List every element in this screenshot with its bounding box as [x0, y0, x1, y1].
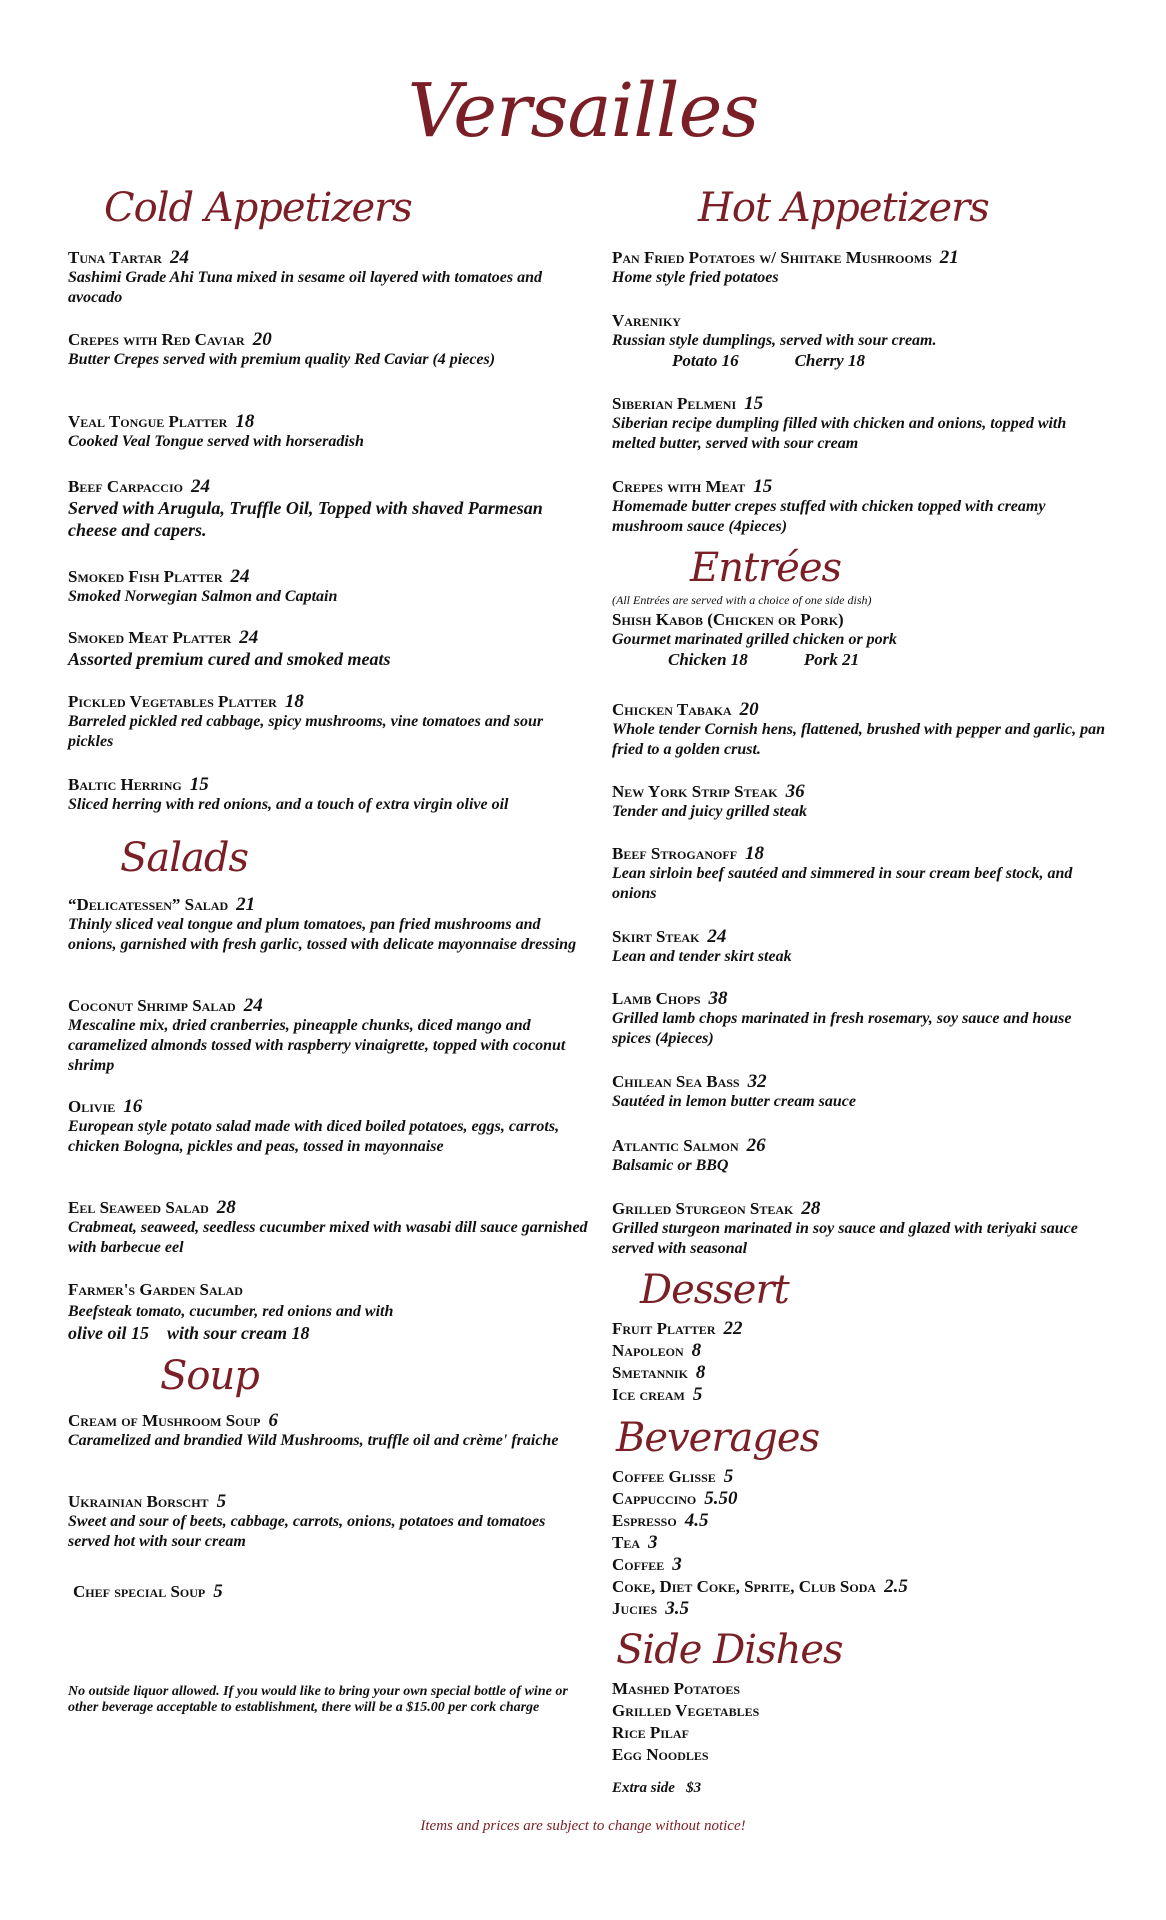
item-name: Shish Kabob (Chicken or Pork): [612, 610, 844, 629]
menu-item: [68, 1492, 588, 1552]
item-description: Gourmet marinated grilled chicken or pork: [612, 631, 897, 648]
menu-item: [68, 895, 588, 955]
item-price: 21: [236, 894, 256, 915]
item-description: Caramelized and brandied Wild Mushrooms, truffle oil and crème' fraiche: [68, 1432, 559, 1449]
list-item: Mashed Potatoes: [612, 1679, 741, 1698]
menu-item: [612, 1199, 1112, 1259]
heading-cold-appetizers: Cold Appetizers: [104, 185, 412, 231]
extra-side-price: Extra side $3: [612, 1780, 702, 1796]
menu-item: [68, 412, 588, 452]
item-description: Grilled lamb chops marinated in fresh rosemary, soy sauce and house spices (4pieces): [612, 1010, 1072, 1047]
item-description: Beefsteak tomato, cucumber, red onions and with: [68, 1303, 394, 1320]
item-price: 6: [268, 1410, 279, 1431]
list-item: [612, 1340, 1112, 1362]
menu-item: [68, 1097, 588, 1157]
list-item: [612, 1318, 1112, 1340]
item-name: Cream of Mushroom Soup: [68, 1411, 261, 1430]
menu-item: [68, 775, 588, 815]
menu-item: [612, 1136, 1112, 1176]
item-price: 21: [939, 247, 959, 268]
item-name: Eel Seaweed Salad: [68, 1198, 209, 1217]
item-name: Olivie: [68, 1097, 116, 1116]
list-item: [612, 1362, 1112, 1384]
option-potato: Potato 16: [672, 351, 739, 370]
item-price: 24: [230, 566, 250, 587]
heading-beverages: Beverages: [616, 1415, 820, 1461]
item-description: Crabmeat, seaweed, seedless cucumber mixed with wasabi dill sauce garnished with barbecue eel: [68, 1219, 588, 1256]
item-price: 24: [707, 926, 727, 947]
menu-item: [68, 628, 588, 670]
item-price: 28: [801, 1198, 821, 1219]
list-item: [612, 1598, 1112, 1620]
item-description: Sliced herring with red onions, and a touch of extra virgin olive oil: [68, 796, 509, 813]
item-name: Beef Carpaccio: [68, 477, 183, 496]
heading-salads: Salads: [120, 835, 249, 881]
option-chicken: Chicken 18: [668, 650, 748, 669]
item-name: Coke, Diet Coke, Sprite, Club Soda: [612, 1577, 877, 1596]
list-item: Grilled Vegetables: [612, 1701, 760, 1720]
item-price: 24: [169, 247, 189, 268]
item-name: Ukrainian Borscht: [68, 1492, 209, 1511]
item-description: Lean and tender skirt steak: [612, 948, 792, 965]
option-pork: Pork 21: [803, 650, 860, 669]
heading-hot-appetizers: Hot Appetizers: [698, 185, 989, 231]
item-name: Farmer's Garden Salad: [68, 1280, 243, 1299]
item-description: Homemade butter crepes stuffed with chicken topped with creamy mushroom sauce (4pieces): [612, 498, 1046, 535]
item-name: Tea: [612, 1533, 641, 1552]
item-price: 15: [189, 774, 209, 795]
item-name: Chef special Soup: [73, 1582, 206, 1601]
item-description: Russian style dumplings, served with sour cream.: [612, 332, 937, 349]
side-dishes-list: [612, 1678, 1112, 1766]
item-name: Crepes with Red Caviar: [68, 330, 245, 349]
menu-item: [68, 477, 588, 541]
item-name: Espresso: [612, 1511, 677, 1530]
menu-item: [612, 844, 1112, 904]
item-price: 18: [284, 691, 304, 712]
item-description: Served with Arugula, Truffle Oil, Topped with shaved Parmesan cheese and capers.: [68, 498, 543, 540]
restaurant-title: Versailles: [407, 68, 759, 154]
item-price: 5: [692, 1384, 703, 1405]
item-description: Sweet and sour of beets, cabbage, carrots, onions, potatoes and tomatoes served hot with sour cream: [68, 1513, 546, 1550]
item-description: Balsamic or BBQ: [612, 1157, 729, 1174]
item-description-options: olive oil 15 with sour cream 18: [68, 1323, 310, 1343]
menu-item: [612, 989, 1112, 1049]
item-description: Tender and juicy grilled steak: [612, 803, 807, 820]
item-name: Smoked Fish Platter: [68, 567, 223, 586]
item-price: 5.50: [704, 1488, 738, 1509]
menu-item: [68, 248, 588, 308]
list-item: Egg Noodles: [612, 1745, 709, 1764]
item-price: 24: [239, 627, 259, 648]
item-name: Coffee Glisse: [612, 1467, 716, 1486]
item-description: Cooked Veal Tongue served with horseradish: [68, 433, 364, 450]
entrees-note: (All Entrées are served with a choice of one side dish): [612, 593, 872, 607]
list-item: Rice Pilaf: [612, 1723, 689, 1742]
item-description: Sautéed in lemon butter cream sauce: [612, 1093, 856, 1110]
item-price: 3: [672, 1554, 682, 1575]
item-price: 5: [213, 1581, 223, 1602]
menu-item: [612, 248, 1112, 288]
item-description: Barreled pickled red cabbage, spicy mushrooms, vine tomatoes and sour pickles: [68, 713, 544, 750]
list-item: [612, 1488, 1112, 1510]
item-description: Grilled sturgeon marinated in soy sauce and glazed with teriyaki sauce served with seasonal: [612, 1220, 1078, 1257]
list-item: [612, 1532, 1112, 1554]
item-price: 4.5: [684, 1510, 709, 1531]
item-name: Vareniky: [612, 311, 681, 330]
item-name: Fruit Platter: [612, 1319, 716, 1338]
item-price: 8: [691, 1340, 702, 1361]
item-price: 15: [744, 393, 764, 414]
heading-dessert: Dessert: [640, 1267, 789, 1313]
item-price: 3.5: [665, 1598, 689, 1619]
item-name: Coffee: [612, 1555, 665, 1574]
item-price: 24: [190, 476, 210, 497]
item-description: Assorted premium cured and smoked meats: [68, 649, 391, 669]
list-item: [612, 1576, 1112, 1598]
beverages-list: [612, 1466, 1112, 1620]
option-cherry: Cherry 18: [794, 351, 865, 370]
menu-item: [68, 567, 588, 607]
item-description: Sashimi Grade Ahi Tuna mixed in sesame oil layered with tomatoes and avocado: [68, 269, 542, 306]
list-item: [612, 1510, 1112, 1532]
item-options: [612, 351, 1112, 371]
item-description: European style potato salad made with diced boiled potatoes, eggs, carrots, chicken Bologna, pickles and peas, tossed in mayonnaise: [68, 1118, 560, 1155]
item-description: Thinly sliced veal tongue and plum tomatoes, pan fried mushrooms and onions, garnished with fresh garlic, tossed with delicate mayonnaise dressing: [68, 916, 577, 953]
menu-item: [612, 700, 1112, 760]
menu-item: [73, 1582, 593, 1602]
price-disclaimer: Items and prices are subject to change without notice!: [420, 1818, 746, 1834]
dessert-list: [612, 1318, 1112, 1406]
item-description: Lean sirloin beef sautéed and simmered in sour cream beef stock, and onions: [612, 865, 1073, 902]
item-name: Grilled Sturgeon Steak: [612, 1199, 794, 1218]
item-name: Lamb Chops: [612, 989, 701, 1008]
item-price: 22: [723, 1318, 743, 1339]
menu-item: [68, 1411, 588, 1451]
item-name: Crepes with Meat: [612, 477, 746, 496]
item-name: Coconut Shrimp Salad: [68, 996, 236, 1015]
menu-item: [612, 610, 1112, 670]
item-name: Jucies: [612, 1599, 658, 1618]
item-name: Beef Stroganoff: [612, 844, 738, 863]
item-name: Chilean Sea Bass: [612, 1072, 740, 1091]
item-name: Tuna Tartar: [68, 248, 162, 267]
item-name: Pan Fried Potatoes w/ Shiitake Mushrooms: [612, 248, 932, 267]
menu-item: [612, 311, 1112, 371]
menu-item: [612, 394, 1112, 454]
item-name: Chicken Tabaka: [612, 700, 732, 719]
item-price: 26: [746, 1135, 766, 1156]
menu-item: [68, 330, 588, 370]
list-item: [612, 1384, 1112, 1406]
item-name: Smetannik: [612, 1363, 688, 1382]
menu-item: [612, 477, 1112, 537]
menu-item: [68, 1280, 588, 1344]
item-description: Home style fried potatoes: [612, 269, 779, 286]
menu-item: [68, 996, 588, 1076]
heading-side-dishes: Side Dishes: [616, 1627, 843, 1673]
item-options: [612, 650, 1112, 670]
item-name: New York Strip Steak: [612, 782, 778, 801]
menu-item: [612, 1072, 1112, 1112]
item-name: “Delicatessen” Salad: [68, 895, 229, 914]
item-price: 32: [747, 1071, 767, 1092]
item-price: 2.5: [884, 1576, 908, 1597]
item-price: 28: [216, 1197, 236, 1218]
item-description: Whole tender Cornish hens, flattened, brushed with pepper and garlic, pan fried to a golden crust.: [612, 721, 1105, 758]
item-price: 5: [723, 1466, 734, 1487]
item-price: 18: [745, 843, 765, 864]
menu-item: [612, 782, 1112, 822]
item-price: 16: [123, 1096, 143, 1117]
item-price: 8: [695, 1362, 706, 1383]
item-description: Siberian recipe dumpling filled with chicken and onions, topped with melted butter, served with sour cream: [612, 415, 1067, 452]
item-description: Butter Crepes served with premium quality Red Caviar (4 pieces): [68, 351, 496, 368]
item-description: Mescaline mix, dried cranberries, pineapple chunks, diced mango and caramelized almonds tossed with raspberry vinaigrette, topped with coconut shrimp: [68, 1017, 566, 1074]
item-price: 20: [252, 329, 272, 350]
item-price: 20: [739, 699, 759, 720]
item-name: Siberian Pelmeni: [612, 394, 737, 413]
item-name: Ice cream: [612, 1385, 685, 1404]
item-price: 38: [708, 988, 728, 1009]
list-item: [612, 1554, 1112, 1576]
item-name: Baltic Herring: [68, 775, 182, 794]
item-price: 3: [648, 1532, 658, 1553]
item-price: 15: [753, 476, 773, 497]
list-item: [612, 1466, 1112, 1488]
menu-item: [68, 1198, 588, 1258]
item-name: Skirt Steak: [612, 927, 700, 946]
item-name: Pickled Vegetables Platter: [68, 692, 277, 711]
corkage-note: No outside liquor allowed. If you would like to bring your own special bottle of wine or other beverage acceptable to establishment, there will be a $15.00 per cork charge: [68, 1684, 568, 1715]
item-price: 18: [235, 411, 255, 432]
item-description: Smoked Norwegian Salmon and Captain: [68, 588, 338, 605]
item-name: Smoked Meat Platter: [68, 628, 232, 647]
heading-soup: Soup: [160, 1353, 259, 1399]
item-price: 24: [243, 995, 263, 1016]
menu-item: [68, 692, 588, 752]
heading-entrees: Entrées: [690, 545, 842, 591]
menu-item: [612, 927, 1112, 967]
item-name: Atlantic Salmon: [612, 1136, 739, 1155]
item-name: Cappuccino: [612, 1489, 697, 1508]
item-name: Veal Tongue Platter: [68, 412, 228, 431]
item-price: 36: [785, 781, 805, 802]
item-name: Napoleon: [612, 1341, 684, 1360]
item-price: 5: [216, 1491, 227, 1512]
